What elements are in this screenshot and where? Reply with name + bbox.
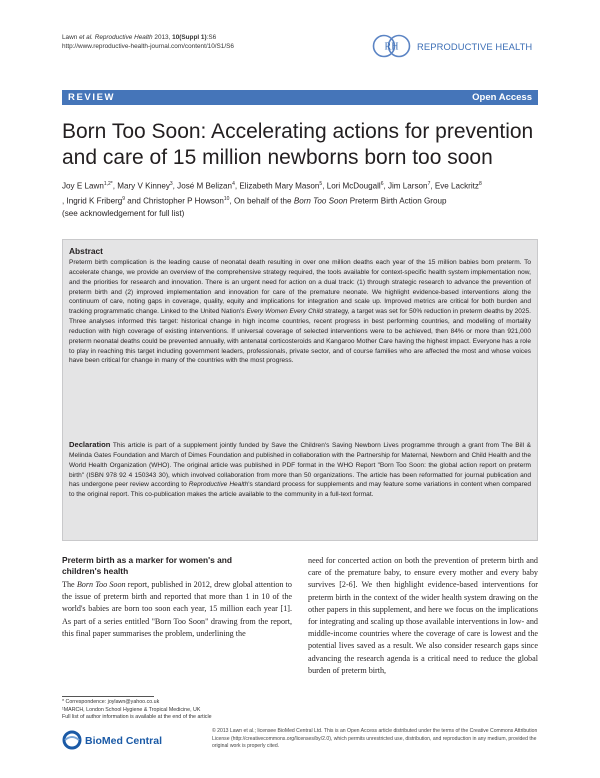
abstract-text-part: Preterm birth complication is the leading cause of neonatal death resulting in over one million deaths each year of the 15 million babies born preterm. To accelerate change, we provide an overview of the comprehensive strategy required, the tools available for context-specific health system implementation now, and the priorities for research and innovation. There is an urgent need for action on a dual track: (1) through strategic research to advance the prevention of preterm birth and (2) improved implementation and innovation for care of the premature neonate. We highlight evidence-based interventions along the continuum of care, noting gaps in coverage, quality, equity and implications for integration and scale up. Improved metrics are critical for both burden and tracking programmatic change. Linked to the United Nation's (69, 259, 531, 316)
author: , Ingrid K Friberg (62, 196, 123, 206)
title-line-1: Born Too Soon: Accelerating actions for prevention (62, 120, 534, 143)
author-group-suffix: Preterm Birth Action Group (347, 196, 447, 206)
article-type-label: REVIEW (68, 92, 116, 103)
affiliation-marker: 10 (223, 195, 230, 202)
citation-year: 2013, (152, 34, 173, 41)
author: and Christopher P Howson (125, 196, 224, 206)
logo-letters: RH (384, 41, 399, 53)
correspondence-note: * Correspondence: joylawn@yahoo.co.uk (62, 699, 160, 705)
author-group-name: Born Too Soon (293, 196, 348, 206)
abstract-text (69, 258, 531, 366)
author-note: (see acknowledgement for full list) (62, 208, 185, 218)
author: Joy E Lawn (62, 181, 104, 191)
article-url[interactable]: http://www.reproductive-health-journal.com/content/10/S1/S6 (62, 43, 234, 50)
journal-name: REPRODUCTIVE HEALTH (417, 41, 533, 52)
publisher-name: BioMed Central (85, 735, 163, 747)
section-heading-line: Preterm birth as a marker for women's and (62, 555, 233, 565)
citation-article: :S6 (206, 34, 217, 41)
section-heading (62, 555, 292, 577)
affiliation-note: ¹MARCH, London School Hygiene & Tropical Medicine, UK (62, 706, 201, 713)
body-text-italic: Born Too Soon (76, 580, 126, 589)
author: , Jim Larson (383, 181, 428, 191)
author-list (62, 178, 540, 220)
citation-header (62, 33, 234, 51)
citation-authors: Lawn (62, 34, 80, 41)
abstract-heading: Abstract (69, 246, 103, 256)
affiliation-marker: 8 (478, 181, 482, 187)
body-paragraph-right: need for concerted action on both the prevention of preterm birth and care of the premature baby, to ensure every mother and every baby survives [2-6]. We then highlight evidence-based interventions for preterm birth in the context of the wider health system drawing on the other papers in this supplement, and here we focus on the implications for integrating and scaling up those available interventions in low- and middle-income countries where the coverage of care is lowest and the potential lives saved as a result. We also consider research gaps since advancing the research agenda is a critical need to reduce the global burden of preterm birth, (308, 556, 538, 675)
citation-volume: 10(Suppl 1) (172, 34, 207, 41)
citation-journal: Reproductive Health (92, 34, 153, 41)
author-group-prefix: , On behalf of the (229, 196, 294, 206)
declaration-text-part: 's standard process for supplements and may feature some variations in content when compared to the original report. This co-publication makes the article available to the community in a full-text format. (69, 481, 532, 499)
body-column-left (62, 555, 292, 640)
author: , Elizabeth Mary Mason (234, 181, 320, 191)
author-info-note: Full list of author information is available at the end of the article (62, 714, 212, 721)
declaration-text-italic: Reproductive Health (188, 481, 249, 489)
reproductive-health-logo-icon (372, 34, 412, 58)
author: , Mary V Kinney (112, 181, 170, 191)
citation-etal: et al. (79, 34, 93, 41)
declaration-text (69, 440, 531, 500)
author: , José M Belizan (172, 181, 233, 191)
body-text-part: The (62, 580, 77, 589)
open-access-label: Open Access (472, 92, 532, 103)
article-title (62, 119, 542, 170)
section-heading-line: children's health (62, 566, 129, 576)
abstract-text-italic: Every Women Every Child (246, 308, 323, 316)
abstract-box (62, 239, 538, 541)
citation-line (62, 33, 234, 42)
declaration-label: Declaration (69, 440, 111, 449)
body-text-part: report, published in 2012, drew global attention to the issue of preterm birth and reported that more than 1 in 10 of the world's babies are born too soon each year, 15 million each year [1]. As part of a series entitled "Born Too Soon" drawing from the report, this final paper summarises the problem, underlining the (62, 580, 292, 638)
abstract-text-part: strategy, a target was set for 50% reduction in preterm deaths by 2025. Three analyses informed this target: historical change in high income countries, recent progress in best performing countries, and modelling of mortality reduction with high coverage of existing interventions. If universal coverage of selected interventions were to be achieved, then 84% or more than 921,000 preterm neonatal deaths could be prevented annually, with antenatal corticosteroids and Kangaroo Mother Care having the highest impact. Everyone has a role to play in reaching this target including government leaders, professionals, private sector, and of course families who are affected the most and whose voices have been critical for change in many of the countries with the most progress. (69, 308, 531, 365)
author: , Lori McDougall (322, 181, 381, 191)
author: , Eve Lackritz (430, 181, 479, 191)
affiliation-marker: 3 (169, 181, 173, 187)
title-line-2: and care of 15 million newborns born too soon (62, 145, 493, 169)
affiliation-marker: 1,2* (103, 181, 113, 187)
footnote-divider (62, 696, 154, 697)
article-type-banner (62, 90, 538, 105)
affiliation-marker: 5 (319, 181, 323, 187)
affiliation-marker: 9 (122, 195, 126, 202)
footnotes (62, 699, 292, 722)
license-text: © 2013 Lawn et al.; licensee BioMed Central Ltd. This is an Open Access article distributed under the terms of the Creative Commons Attribution License (http://creativecommons.org/licenses/by/2.0), which permits unrestricted use, distribution, and reproduction in any medium, provided the original work is properly cited. (212, 728, 538, 749)
affiliation-marker: 7 (427, 181, 431, 187)
body-column-right (308, 555, 538, 677)
body-paragraph-left (62, 579, 292, 640)
declaration-text-part: This article is part of a supplement jointly funded by Save the Children's Saving Newborn Lives programme through a grant from The Bill & Melinda Gates Foundation and March of Dimes Foundation and published in collaboration with the Partnership for Maternal, Newborn and Child Health and the World Health Organization (WHO). The original article was published in PDF format in the WHO Report "Born Too Soon: the global action report on preterm birth" (ISBN 978 92 4 150343 30), which involved collaboration from more than 50 organizations. The article has been reformatted for journal publication and has undergone peer review according to (69, 442, 531, 489)
affiliation-marker: 4 (232, 181, 235, 187)
affiliation-marker: 6 (380, 181, 384, 187)
